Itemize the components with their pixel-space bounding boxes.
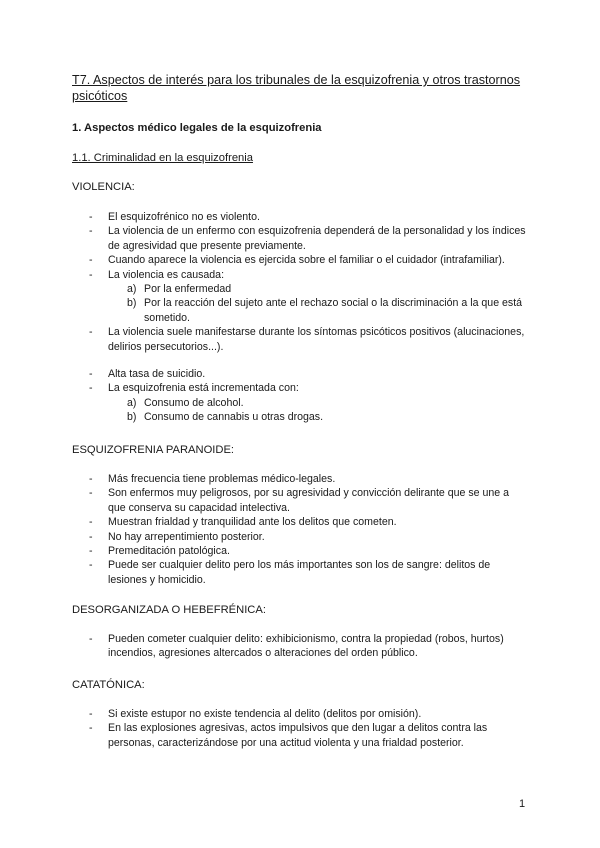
list-item: - Alta tasa de suicidio.: [72, 367, 528, 381]
section-heading-aspectos: 1. Aspectos médico legales de la esquizofrenia: [72, 122, 322, 134]
list-catatonica: [72, 707, 528, 750]
sublist-causes: [108, 282, 528, 325]
sublist-item: [108, 410, 528, 424]
list-item: - Pueden cometer cualquier delito: exhibicionismo, contra la propiedad (robos, hurtos) incendios, agresiones altercados o alteraciones del orden público.: [72, 632, 528, 661]
list-desorganizada: [72, 632, 528, 661]
list-item: [72, 381, 528, 424]
sublist-marker: b): [127, 411, 137, 424]
sublist-text: Consumo de alcohol.: [144, 396, 244, 409]
sublist-increased-by: [108, 396, 528, 425]
sublist-marker: b): [127, 297, 137, 310]
sublist-text: Consumo de cannabis u otras drogas.: [144, 411, 324, 424]
list-item: - La violencia de un enfermo con esquizofrenia dependerá de la personalidad y los índices de agresividad que presente previamente.: [72, 224, 528, 253]
sublist-marker: a): [127, 396, 137, 409]
list-item: [72, 268, 528, 326]
sublist-item: [108, 296, 528, 325]
list-item: - En las explosiones agresivas, actos impulsivos que den lugar a delitos contra las personas, caracterizándose por una actitud violenta y una frialdad posterior.: [72, 721, 528, 750]
sublist-text: Por la reacción del sujeto ante el rechazo social o la discriminación a la que está sometido.: [144, 297, 523, 324]
sublist-item: [108, 396, 528, 410]
list-item-text: La violencia es causada:: [108, 268, 225, 281]
list-item-text: La esquizofrenia está incrementada con:: [108, 382, 299, 395]
list-item: - Si existe estupor no existe tendencia al delito (delitos por omisión).: [72, 707, 528, 721]
subsection-heading-criminalidad: 1.1. Criminalidad en la esquizofrenia: [72, 152, 253, 164]
list-paranoide: [72, 472, 528, 587]
list-violencia: [72, 210, 528, 425]
list-item: - Más frecuencia tiene problemas médico-legales.: [72, 472, 528, 486]
sublist-text: Por la enfermedad: [144, 283, 232, 296]
list-item: - La violencia suele manifestarse durante los síntomas psicóticos positivos (alucinaciones, delirios persecutorios...).: [72, 325, 528, 354]
section-label-paranoide: ESQUIZOFRENIA PARANOIDE:: [72, 444, 235, 456]
list-item: - No hay arrepentimiento posterior.: [72, 530, 528, 544]
list-item: - Premeditación patológica.: [72, 544, 528, 558]
section-label-violencia: VIOLENCIA:: [72, 181, 135, 193]
document-title: T7. Aspectos de interés para los tribunales de la esquizofrenia y otros trastornos psicóticos: [72, 73, 521, 103]
sublist-item: [108, 282, 528, 296]
list-item: - El esquizofrénico no es violento.: [72, 210, 528, 224]
list-item: - Puede ser cualquier delito pero los más importantes son los de sangre: delitos de lesiones y homicidio.: [72, 558, 528, 587]
page-number: 1: [519, 798, 526, 810]
section-label-catatonica: CATATÓNICA:: [72, 679, 145, 691]
list-item: - Cuando aparece la violencia es ejercida sobre el familiar o el cuidador (intrafamiliar).: [72, 253, 528, 267]
list-item: - Son enfermos muy peligrosos, por su agresividad y convicción delirante que se une a que conserva su capacidad intelectiva.: [72, 486, 528, 515]
sublist-marker: a): [127, 283, 137, 296]
list-item: - Muestran frialdad y tranquilidad ante los delitos que cometen.: [72, 515, 528, 529]
section-label-desorganizada: DESORGANIZADA O HEBEFRÉNICA:: [72, 604, 266, 616]
